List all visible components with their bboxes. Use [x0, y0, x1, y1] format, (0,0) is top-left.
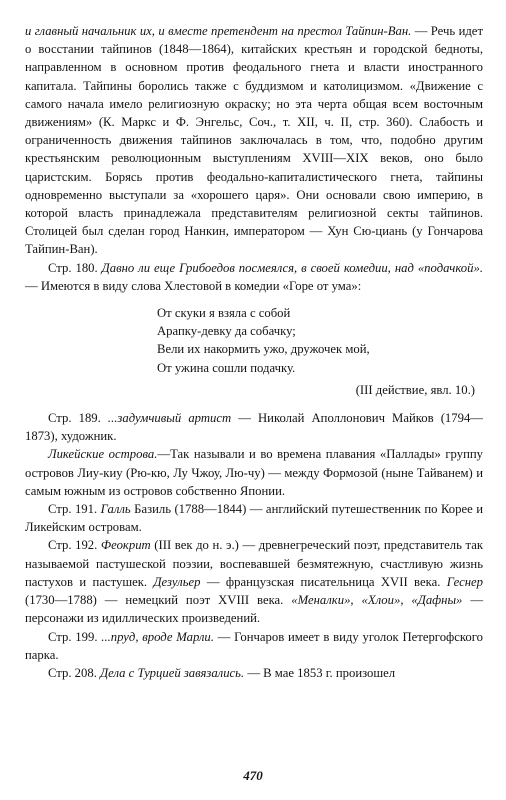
page-reference: Стр. 189.: [48, 411, 108, 426]
quote-italic: Дезульер: [153, 574, 201, 589]
page-reference: Стр. 180.: [48, 260, 102, 275]
note-body: —Так называли и во времена плавания «Паллады» группу островов Лиу-киу (Рю-кю, Лу Чжоу, Лю-чу) — между Формозой (ныне Тайванем) и самым южным из островов собственно Японии.: [25, 447, 483, 498]
quote-italic: «Меналки», «Хлои», «Дафны»: [291, 593, 463, 608]
note-body: — Гончаров имеет в виду уголок Петергофского парка.: [25, 629, 483, 662]
poem-line: Арапку-девку да собачку;: [157, 324, 296, 339]
page-reference: Стр. 199.: [48, 629, 102, 644]
note-body: (III век до н. э.) — древнегреческий поэт, представитель так называемой пастушеской поэзии, воспевавшей безмятежную, счастливую жизнь пастухов и пастушек.: [25, 538, 484, 589]
page-reference: Стр. 208.: [48, 665, 101, 680]
note-liukiu-islands: [25, 445, 483, 500]
page-reference: Стр. 192.: [48, 538, 101, 553]
page-number: 470: [243, 768, 263, 783]
quote-italic: Геснер: [446, 574, 483, 589]
quote-italic: Давно ли еще Грибоедов посмеялся, в своей комедии, над «подачкой».: [101, 260, 484, 275]
quote-italic: Ликейские острова.: [48, 447, 158, 462]
poem-quote: [157, 304, 483, 377]
note-body: — Имеются в виду слова Хлестовой в комедии «Горе от ума»:: [25, 278, 362, 293]
note-body: — французская писательница XVII века.: [200, 574, 447, 589]
note-page-208: [25, 664, 483, 682]
paragraph-body: — Речь идет о восстании тайпинов (1848—1864), китайских крестьян и городской бедноты, направленном в основном против феодального гнета и власти иностранного капитала. Тайпины боролись также с буддизмом и католицизмом. «Движение с самого начала имело религиозную окраску; но эта черта общая всем восточным движениям» (К. Маркс и Ф. Энгельс, Соч., т. XII, ч. II, стр. 360). Слабость и ограниченность движения тайпинов заключалась в том, что, подобно другим крестьянским революционным выступлениям XVIII—XIX веков, оно было царистским. Борясь против феодально-капиталистического гнета, тайпины одновременно выступали за «хорошего царя». Они основали свою империю, в которой власть принадлежала представителям религиозной секты тайпинов. Столицей был сделан город Нанкин, императором — Хун Сю-циань (у Гончарова Тайпин-Ван).: [25, 24, 483, 257]
note-body: (1730—1788) — немецкий поэт XVIII века.: [25, 593, 292, 608]
note-page-191: [25, 500, 483, 536]
quote-italic: Феокрит: [100, 538, 151, 553]
note-page-192: [25, 536, 483, 627]
quote-italic: ...пруд, вроде Марли.: [101, 629, 214, 644]
note-body: — Николай Аполлонович Майков (1794—1873), художник.: [25, 411, 483, 444]
commentary-text: [25, 22, 483, 682]
note-body: — В мае 1853 г. произошел: [244, 665, 396, 680]
note-body: — персонажи из идиллических произведений.: [25, 593, 484, 626]
poem-source: (III действие, явл. 10.): [355, 382, 475, 397]
page-reference: Стр. 191.: [48, 502, 101, 517]
quote-italic: ...задумчивый артист: [107, 411, 232, 426]
poem-line: Вели их накормить ужо, дружочек мой,: [157, 342, 370, 357]
quote-italic: Галль: [100, 502, 131, 517]
poem-line: От ужина сошли подачку.: [157, 360, 296, 375]
quote-italic: и главный начальник их, и вместе претендент на престол Тайпин-Ван.: [25, 24, 412, 38]
quote-italic: Дела с Турцией завязались.: [100, 665, 245, 680]
note-page-199: [25, 628, 483, 664]
note-page-189: [25, 409, 483, 445]
poem-line: От скуки я взяла с собой: [157, 306, 291, 321]
note-body: Базиль (1788—1844) — английский путешественник по Корее и Ликейским островам.: [25, 502, 483, 535]
paragraph-taiping: [25, 22, 483, 259]
note-page-180: [25, 259, 483, 295]
